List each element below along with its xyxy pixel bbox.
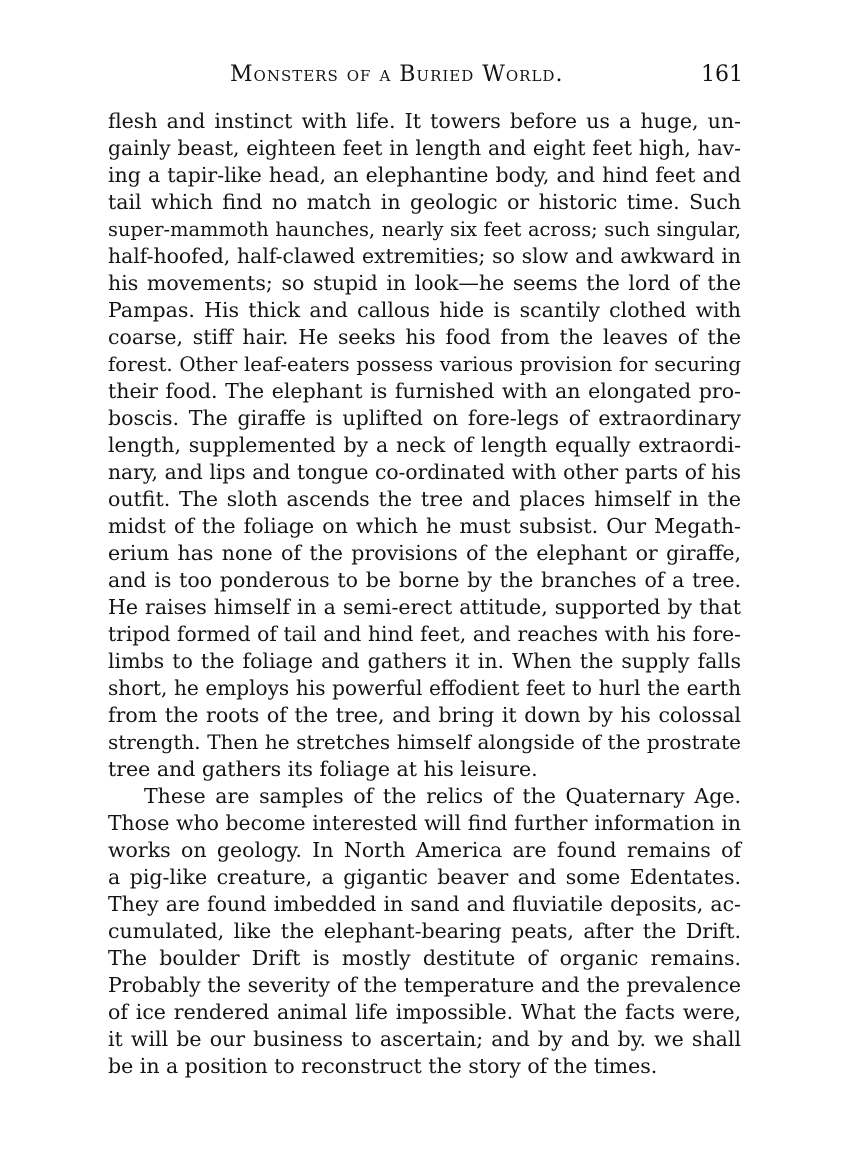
text-line: length, supplemented by a neck of length equally extraordi- (108, 433, 741, 457)
text-line: gainly beast, eighteen feet in length and eight feet high, hav- (108, 136, 741, 160)
text-line: a pig-like creature, a gigantic beaver and some Edentates. (108, 865, 741, 889)
text-line: He raises himself in a semi-erect attitude, supported by that (108, 595, 741, 619)
text-line: These are samples of the relics of the Quaternary Age. (144, 784, 741, 808)
text-line: limbs to the foliage and gathers it in. When the supply falls (108, 649, 741, 673)
text-line: forest. Other leaf-eaters possess various provision for securing (108, 353, 741, 376)
text-line: short, he employs his powerful effodient feet to hurl the earth (108, 676, 741, 700)
text-line: of ice rendered animal life impossible. What the facts were, (108, 1000, 741, 1024)
text-line: his movements; so stupid in look—he seems the lord of the (108, 271, 741, 295)
text-line: Pampas. His thick and callous hide is scantily clothed with (108, 298, 741, 322)
text-line: ing a tapir-like head, an elephantine body, and hind feet and (108, 163, 741, 187)
text-line: works on geology. In North America are found remains of (108, 838, 741, 862)
text-line: erium has none of the provisions of the elephant or giraffe, (108, 541, 741, 565)
paragraph (108, 108, 741, 783)
text-line: Those who become interested will find further information in (108, 811, 741, 835)
text-line: boscis. The giraffe is uplifted on fore-legs of extraordinary (108, 406, 741, 430)
text-line: super-mammoth haunches, nearly six feet across; such singular, (108, 218, 741, 241)
text-line: coarse, stiff hair. He seeks his food from the leaves of the (108, 325, 741, 349)
text-line: midst of the foliage on which he must subsist. Our Megath- (108, 514, 741, 538)
text-line: their food. The elephant is furnished with an elongated pro- (108, 379, 741, 403)
body-text (108, 108, 741, 1080)
paragraph (108, 783, 741, 1080)
text-line: tail which find no match in geologic or historic time. Such (108, 190, 741, 214)
text-line: it will be our business to ascertain; and by and by. we shall (108, 1027, 741, 1051)
text-line: cumulated, like the elephant-bearing peats, after the Drift. (108, 919, 741, 943)
text-line: half-hoofed, half-clawed extremities; so slow and awkward in (108, 244, 741, 268)
text-line: be in a position to reconstruct the story of the times. (108, 1054, 658, 1078)
text-line: Probably the severity of the temperature and the prevalence (108, 973, 741, 997)
page-number: 161 (701, 62, 743, 87)
text-line: from the roots of the tree, and bring it down by his colossal (108, 703, 741, 727)
text-line: The boulder Drift is mostly destitute of organic remains. (108, 946, 741, 970)
text-line: tree and gathers its foliage at his leisure. (108, 757, 538, 781)
text-line: strength. Then he stretches himself alongside of the prostrate (108, 730, 741, 754)
text-line: flesh and instinct with life. It towers before us a huge, un- (108, 109, 741, 133)
running-head (108, 58, 743, 92)
text-line: nary, and lips and tongue co-ordinated with other parts of his (108, 460, 741, 484)
running-title: Monsters of a Buried World. (230, 62, 564, 87)
text-line: tripod formed of tail and hind feet, and reaches with his fore- (108, 622, 741, 646)
text-line: outfit. The sloth ascends the tree and places himself in the (108, 487, 741, 511)
text-line: They are found imbedded in sand and fluviatile deposits, ac- (108, 892, 741, 916)
text-line: and is too ponderous to be borne by the branches of a tree. (108, 568, 741, 592)
